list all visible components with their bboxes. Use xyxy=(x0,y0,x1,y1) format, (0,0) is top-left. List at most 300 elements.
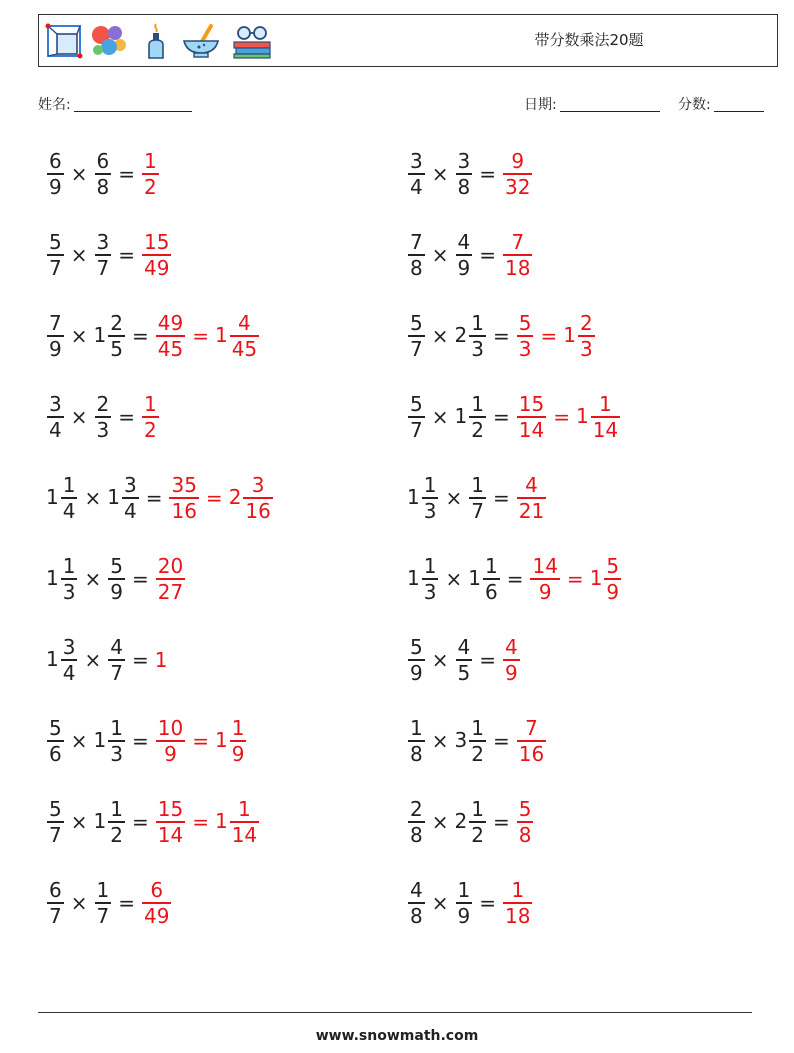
numerator: 5 xyxy=(49,716,62,741)
numerator: 6 xyxy=(150,878,164,903)
equals-sign: = xyxy=(145,486,163,510)
denominator: 6 xyxy=(484,579,498,604)
denominator: 14 xyxy=(157,822,184,847)
denominator: 7 xyxy=(49,822,62,847)
times-sign: × xyxy=(431,810,449,834)
fraction xyxy=(95,230,112,280)
answer xyxy=(516,797,535,847)
fraction xyxy=(243,473,272,523)
denominator: 9 xyxy=(457,903,471,928)
equals-sign: = xyxy=(131,729,149,753)
denominator: 8 xyxy=(410,255,423,280)
factor-b xyxy=(455,149,474,199)
denominator: 8 xyxy=(410,741,423,766)
factor-b xyxy=(455,797,487,847)
answer xyxy=(141,230,172,280)
numerator: 3 xyxy=(457,149,471,174)
fraction xyxy=(456,878,473,928)
denominator: 21 xyxy=(518,498,545,523)
denominator: 9 xyxy=(49,174,62,199)
denominator: 7 xyxy=(96,903,110,928)
equals-sign: = xyxy=(131,324,149,348)
denominator: 18 xyxy=(505,255,531,280)
equals-sign: = xyxy=(479,891,496,915)
fraction xyxy=(230,797,259,847)
fraction xyxy=(230,311,259,361)
fraction xyxy=(108,311,125,361)
answer xyxy=(155,311,186,361)
factor-b xyxy=(107,473,139,523)
answer xyxy=(590,554,622,604)
times-sign: × xyxy=(445,486,463,510)
numerator: 10 xyxy=(157,716,184,741)
factor-b xyxy=(455,392,487,442)
numerator: 2 xyxy=(410,797,423,822)
problem-item xyxy=(407,873,533,933)
factor-b xyxy=(455,311,487,361)
equals-sign: = xyxy=(479,162,496,186)
numerator: 5 xyxy=(49,230,62,255)
denominator: 7 xyxy=(471,498,484,523)
numerator: 1 xyxy=(110,716,123,741)
fraction xyxy=(604,554,621,604)
fraction xyxy=(108,716,125,766)
date-blank[interactable] xyxy=(560,96,660,112)
problem-item xyxy=(46,225,172,285)
numerator: 7 xyxy=(525,716,538,741)
times-sign: × xyxy=(431,891,449,915)
problem-item xyxy=(407,630,521,690)
whole-part: 1 xyxy=(214,322,228,347)
denominator: 2 xyxy=(471,822,484,847)
denominator: 7 xyxy=(110,660,123,685)
times-sign: × xyxy=(431,648,449,672)
denominator: 3 xyxy=(471,336,484,361)
denominator: 5 xyxy=(457,660,471,685)
whole-part: 1 xyxy=(93,322,107,347)
mortar-pestle-icon xyxy=(181,23,221,59)
whole-part: 3 xyxy=(454,727,468,752)
numerator: 1 xyxy=(511,878,525,903)
worksheet-header xyxy=(38,14,778,67)
numerator: 1 xyxy=(471,473,484,498)
denominator: 7 xyxy=(96,255,110,280)
whole-part: 1 xyxy=(454,403,468,428)
factor-b xyxy=(94,716,126,766)
factor-a xyxy=(46,716,65,766)
fraction xyxy=(408,149,425,199)
numerator: 4 xyxy=(238,311,251,336)
numerator: 7 xyxy=(49,311,62,336)
factor-b xyxy=(455,635,474,685)
answer xyxy=(168,473,199,523)
problem-item xyxy=(407,549,622,609)
numerator: 4 xyxy=(110,635,123,660)
numerator: 4 xyxy=(410,878,423,903)
factor-b xyxy=(468,473,487,523)
denominator: 9 xyxy=(410,660,423,685)
factor-a xyxy=(407,716,426,766)
fraction xyxy=(47,149,64,199)
fraction xyxy=(108,797,125,847)
problem-item xyxy=(46,711,247,771)
denominator: 8 xyxy=(410,822,423,847)
fraction xyxy=(591,392,620,442)
score-field xyxy=(678,94,764,114)
fraction xyxy=(142,230,171,280)
fraction xyxy=(469,716,486,766)
whole-part: 2 xyxy=(454,322,468,347)
numerator: 6 xyxy=(96,149,110,174)
factor-b xyxy=(468,554,500,604)
cube-icon xyxy=(45,23,83,59)
answer-equals-sign: = xyxy=(192,324,209,348)
denominator: 8 xyxy=(457,174,471,199)
fraction xyxy=(108,635,125,685)
factor-a xyxy=(407,149,426,199)
answer xyxy=(141,392,160,442)
numerator: 1 xyxy=(457,878,471,903)
fraction xyxy=(61,554,78,604)
fraction xyxy=(469,797,486,847)
fraction xyxy=(483,554,500,604)
answer xyxy=(502,878,533,928)
factor-a xyxy=(407,473,439,523)
answer-equals-sign: = xyxy=(192,810,209,834)
bottle-icon xyxy=(141,23,171,59)
problem-item xyxy=(46,873,172,933)
denominator: 9 xyxy=(110,579,123,604)
denominator: 16 xyxy=(245,498,271,523)
times-sign: × xyxy=(84,486,102,510)
fraction xyxy=(408,230,425,280)
fraction xyxy=(408,797,425,847)
factor-a xyxy=(407,554,439,604)
date-label: 日期: xyxy=(524,97,557,113)
name-label: 姓名: xyxy=(38,97,71,113)
problem-item xyxy=(46,792,260,852)
times-sign: × xyxy=(70,243,88,267)
numerator: 1 xyxy=(423,554,437,579)
fraction xyxy=(503,635,520,685)
problem-item xyxy=(407,468,547,528)
denominator: 18 xyxy=(505,903,531,928)
denominator: 7 xyxy=(410,336,423,361)
numerator: 1 xyxy=(423,473,437,498)
whole-part: 1 xyxy=(468,565,481,590)
footer-url: www.snowmath.com xyxy=(315,1028,479,1044)
factor-b xyxy=(94,311,126,361)
equals-sign: = xyxy=(118,891,135,915)
whole-part: 1 xyxy=(214,727,228,752)
numerator: 3 xyxy=(251,473,265,498)
fraction xyxy=(142,149,159,199)
numerator: 5 xyxy=(410,311,423,336)
factor-a xyxy=(46,149,65,199)
denominator: 3 xyxy=(96,417,110,442)
fraction xyxy=(408,878,425,928)
denominator: 3 xyxy=(518,336,532,361)
times-sign: × xyxy=(84,567,102,591)
problem-item xyxy=(46,630,168,690)
factor-a xyxy=(46,473,78,523)
factor-a xyxy=(46,554,78,604)
score-blank[interactable] xyxy=(714,96,764,112)
factor-a xyxy=(407,797,426,847)
denominator: 32 xyxy=(505,174,531,199)
denominator: 9 xyxy=(505,660,518,685)
equals-sign: = xyxy=(479,243,496,267)
numerator: 1 xyxy=(471,311,484,336)
numerator: 1 xyxy=(231,716,245,741)
factor-a xyxy=(46,878,65,928)
equals-sign: = xyxy=(492,486,510,510)
answer-equals-sign: = xyxy=(553,405,570,429)
denominator: 4 xyxy=(410,174,423,199)
times-sign: × xyxy=(70,405,88,429)
numerator: 2 xyxy=(110,311,123,336)
equals-sign: = xyxy=(118,405,135,429)
fraction xyxy=(47,311,64,361)
answer xyxy=(215,311,260,361)
numerator: 3 xyxy=(123,473,137,498)
answer xyxy=(215,797,260,847)
problem-item xyxy=(407,711,547,771)
answer xyxy=(155,797,186,847)
equals-sign: = xyxy=(492,324,510,348)
problem-item xyxy=(407,387,621,447)
equals-sign: = xyxy=(492,810,510,834)
fraction xyxy=(517,716,546,766)
fraction xyxy=(47,878,64,928)
factor-b xyxy=(107,554,126,604)
fraction xyxy=(95,392,112,442)
answer-equals-sign: = xyxy=(540,324,558,348)
denominator: 9 xyxy=(49,336,62,361)
denominator: 27 xyxy=(157,579,184,604)
numerator: 5 xyxy=(410,392,423,417)
equals-sign: = xyxy=(492,405,510,429)
whole-part: 1 xyxy=(107,484,120,509)
times-sign: × xyxy=(431,243,449,267)
answer xyxy=(502,230,533,280)
denominator: 8 xyxy=(96,174,110,199)
whole-part: 1 xyxy=(563,322,576,347)
problem-item xyxy=(46,387,160,447)
whole-part: 1 xyxy=(589,565,603,590)
times-sign: × xyxy=(431,729,449,753)
fraction xyxy=(61,473,78,523)
equals-sign: = xyxy=(118,243,135,267)
worksheet-title: 带分数乘法20题 xyxy=(534,31,644,49)
numerator: 1 xyxy=(471,797,484,822)
denominator: 49 xyxy=(144,255,170,280)
denominator: 8 xyxy=(518,822,532,847)
denominator: 6 xyxy=(49,741,62,766)
times-sign: × xyxy=(70,810,88,834)
numerator: 3 xyxy=(62,635,76,660)
fraction xyxy=(469,392,486,442)
name-blank[interactable] xyxy=(74,96,192,112)
fraction xyxy=(503,230,532,280)
score-label: 分数: xyxy=(678,97,711,113)
answer-equals-sign: = xyxy=(205,486,223,510)
denominator: 4 xyxy=(62,498,76,523)
fraction xyxy=(517,797,534,847)
fraction xyxy=(142,878,171,928)
answer-equals-sign: = xyxy=(192,729,209,753)
denominator: 3 xyxy=(423,498,437,523)
denominator: 8 xyxy=(410,903,423,928)
footer-divider xyxy=(38,1012,752,1013)
fraction xyxy=(156,311,185,361)
denominator: 2 xyxy=(471,741,484,766)
factor-b xyxy=(94,797,126,847)
numerator: 7 xyxy=(511,230,525,255)
answer xyxy=(516,473,547,523)
denominator: 2 xyxy=(110,822,123,847)
problem-item xyxy=(407,792,534,852)
fraction xyxy=(47,230,64,280)
numerator: 1 xyxy=(110,797,123,822)
equals-sign: = xyxy=(118,162,135,186)
fraction xyxy=(408,392,425,442)
numerator: 49 xyxy=(157,311,184,336)
numerator: 3 xyxy=(96,230,110,255)
fraction xyxy=(61,635,78,685)
factor-a xyxy=(407,230,426,280)
numerator: 1 xyxy=(144,149,157,174)
whole-number: 1 xyxy=(154,648,168,672)
answer xyxy=(516,392,547,442)
balloons-icon xyxy=(89,23,129,59)
numerator: 14 xyxy=(532,554,558,579)
answer xyxy=(155,554,186,604)
numerator: 15 xyxy=(144,230,170,255)
equals-sign: = xyxy=(492,729,510,753)
numerator: 1 xyxy=(144,392,157,417)
denominator: 7 xyxy=(49,255,62,280)
fraction xyxy=(422,473,439,523)
denominator: 2 xyxy=(471,417,484,442)
glasses-books-icon xyxy=(231,23,273,59)
factor-a xyxy=(407,392,426,442)
times-sign: × xyxy=(445,567,463,591)
answer xyxy=(502,635,521,685)
numerator: 1 xyxy=(62,554,76,579)
times-sign: × xyxy=(70,324,88,348)
denominator: 5 xyxy=(110,336,123,361)
problem-item xyxy=(46,306,260,366)
numerator: 6 xyxy=(49,149,62,174)
answer xyxy=(516,311,535,361)
answer xyxy=(141,878,172,928)
fraction xyxy=(95,878,112,928)
problem-item xyxy=(407,306,596,366)
numerator: 9 xyxy=(511,149,525,174)
fraction xyxy=(503,878,532,928)
numerator: 5 xyxy=(49,797,62,822)
numerator: 1 xyxy=(471,716,484,741)
numerator: 15 xyxy=(157,797,184,822)
factor-b xyxy=(94,878,113,928)
denominator: 16 xyxy=(518,741,545,766)
factor-b xyxy=(107,635,126,685)
denominator: 7 xyxy=(49,903,62,928)
numerator: 4 xyxy=(457,635,471,660)
factor-a xyxy=(407,878,426,928)
denominator: 2 xyxy=(144,417,157,442)
whole-part: 1 xyxy=(407,565,420,590)
fraction xyxy=(456,149,473,199)
denominator: 14 xyxy=(518,417,545,442)
fraction xyxy=(156,797,185,847)
factor-b xyxy=(455,716,487,766)
numerator: 2 xyxy=(579,311,593,336)
factor-a xyxy=(407,311,426,361)
factor-a xyxy=(407,635,426,685)
denominator: 3 xyxy=(110,741,123,766)
factor-a xyxy=(46,311,65,361)
denominator: 3 xyxy=(423,579,437,604)
numerator: 5 xyxy=(606,554,620,579)
whole-part: 1 xyxy=(407,484,420,509)
numerator: 20 xyxy=(157,554,184,579)
denominator: 9 xyxy=(606,579,620,604)
factor-a xyxy=(46,635,78,685)
denominator: 9 xyxy=(164,741,177,766)
numerator: 5 xyxy=(110,554,123,579)
fraction xyxy=(47,716,64,766)
whole-part: 2 xyxy=(454,808,468,833)
denominator: 16 xyxy=(171,498,197,523)
problem-item xyxy=(407,144,533,204)
denominator: 14 xyxy=(231,822,258,847)
answer xyxy=(502,149,533,199)
fraction xyxy=(108,554,125,604)
fraction xyxy=(230,716,247,766)
whole-part: 1 xyxy=(93,808,107,833)
numerator: 1 xyxy=(471,392,484,417)
answer xyxy=(215,716,247,766)
fraction xyxy=(469,311,486,361)
fraction xyxy=(169,473,198,523)
fraction xyxy=(517,473,546,523)
fraction xyxy=(456,635,473,685)
numerator: 2 xyxy=(96,392,110,417)
denominator: 4 xyxy=(62,660,76,685)
whole-part: 1 xyxy=(214,808,228,833)
numerator: 3 xyxy=(49,392,62,417)
factor-b xyxy=(455,878,474,928)
answer xyxy=(576,392,621,442)
fraction xyxy=(517,392,546,442)
factor-a xyxy=(46,230,65,280)
whole-part: 1 xyxy=(46,646,59,671)
denominator: 2 xyxy=(144,174,157,199)
numerator: 3 xyxy=(410,149,423,174)
numerator: 5 xyxy=(518,797,532,822)
fraction xyxy=(503,149,532,199)
denominator: 45 xyxy=(231,336,258,361)
numerator: 15 xyxy=(518,392,545,417)
factor-b xyxy=(455,230,474,280)
problem-item xyxy=(46,549,186,609)
denominator: 3 xyxy=(579,336,593,361)
whole-part: 2 xyxy=(228,484,242,509)
whole-part: 1 xyxy=(93,727,107,752)
numerator: 1 xyxy=(62,473,76,498)
